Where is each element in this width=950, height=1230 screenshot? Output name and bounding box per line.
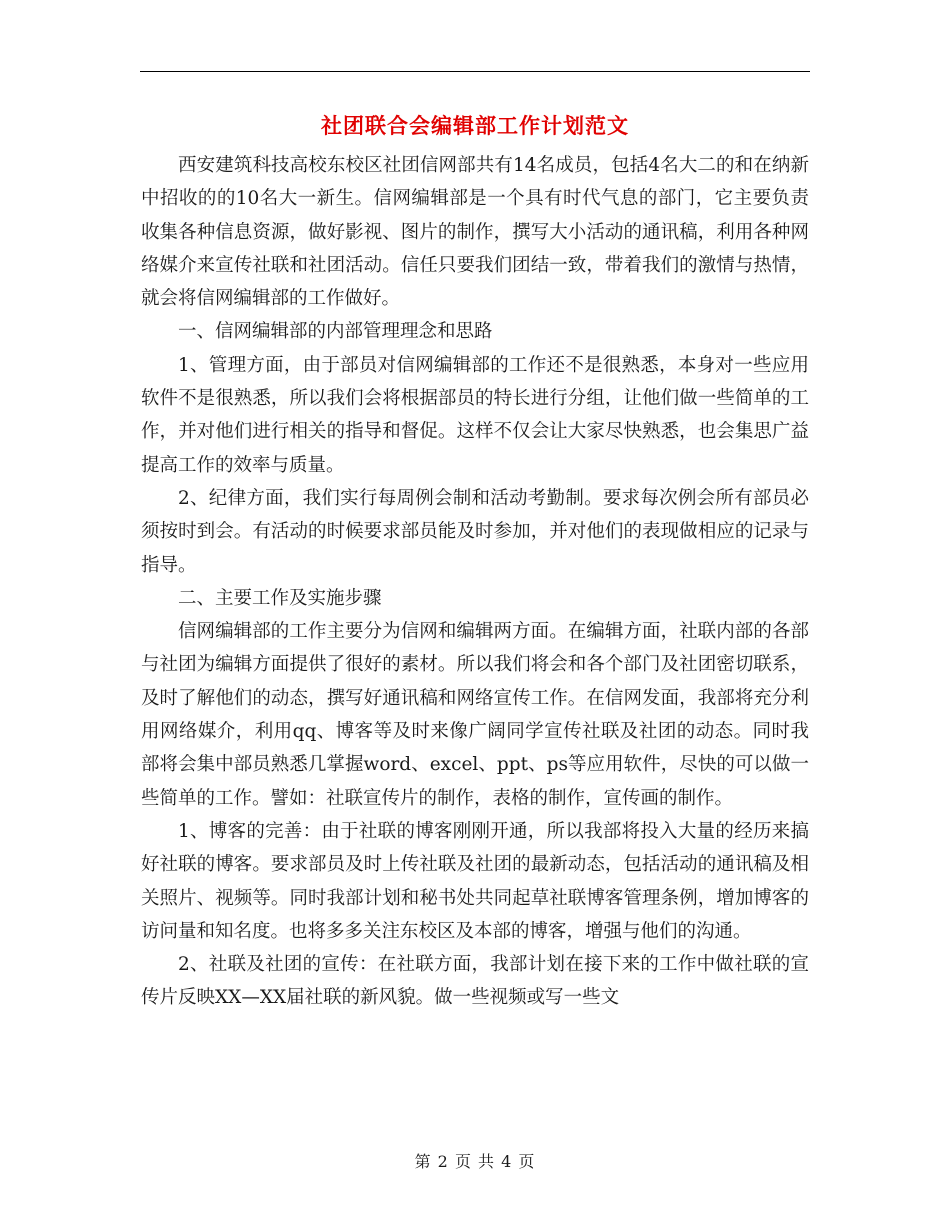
paragraph-blog: 1、博客的完善：由于社联的博客刚刚开通，所以我部将投入大量的经历来搞好社联的博客。要求部员及时上传社联及社团的最新动态，包括活动的通讯稿及相关照片、视频等。同时我部计划和秘书处共同起草社联博客管理条例，增加博客的访问量和知名度。也将多多关注东校区及本部的博客，增强与他们的沟通。 [141, 820, 809, 942]
paragraph-discipline: 2、纪律方面，我们实行每周例会制和活动考勤制。要求每次例会所有部员必须按时到会。有活动的时候要求部员能及时参加，并对他们的表现做相应的记录与指导。 [141, 487, 809, 576]
paragraph-publicity: 2、社联及社团的宣传：在社联方面，我部计划在接下来的工作中做社联的宣传片反映XX—XX届社联的新风貌。做一些视频或写一些文 [141, 954, 809, 1009]
heading-main-work: 二、主要工作及实施步骤 [178, 587, 382, 609]
header-rule [140, 71, 810, 72]
paragraph-management: 1、管理方面，由于部员对信网编辑部的工作还不是很熟悉，本身对一些应用软件不是很熟悉，所以我们会将根据部员的特长进行分组，让他们做一些简单的工作，并对他们进行相关的指导和督促。这样不仅会让大家尽快熟悉，也会集思广益提高工作的效率与质量。 [141, 354, 809, 476]
page-footer: 第 2 页 共 4 页 [414, 1152, 536, 1171]
document-body [141, 149, 809, 1015]
paragraph-intro: 西安建筑科技高校东校区社团信网部共有14名成员，包括4名大二的和在纳新中招收的的10名大一新生。信网编辑部是一个具有时代气息的部门，它主要负责收集各种信息资源，做好影视、图片的制作，撰写大小活动的通讯稿，利用各种网络媒介来宣传社联和社团活动。信任只要我们团结一致，带着我们的激情与热情，就会将信网编辑部的工作做好。 [141, 155, 809, 310]
paragraph-main-work: 信网编辑部的工作主要分为信网和编辑两方面。在编辑方面，社联内部的各部与社团为编辑方面提供了很好的素材。所以我们将会和各个部门及社团密切联系，及时了解他们的动态，撰写好通讯稿和网络宣传工作。在信网发面，我部将充分利用网络媒介，利用qq、博客等及时来像广阔同学宣传社联及社团的动态。同时我部将会集中部员熟悉几掌握word、excel、ppt、ps等应用软件，尽快的可以做一些简单的工作。譬如：社联宣传片的制作，表格的制作，宣传画的制作。 [141, 621, 809, 809]
document-title: 社团联合会编辑部工作计划范文 [321, 113, 629, 138]
heading-management: 一、信网编辑部的内部管理理念和思路 [178, 321, 493, 343]
